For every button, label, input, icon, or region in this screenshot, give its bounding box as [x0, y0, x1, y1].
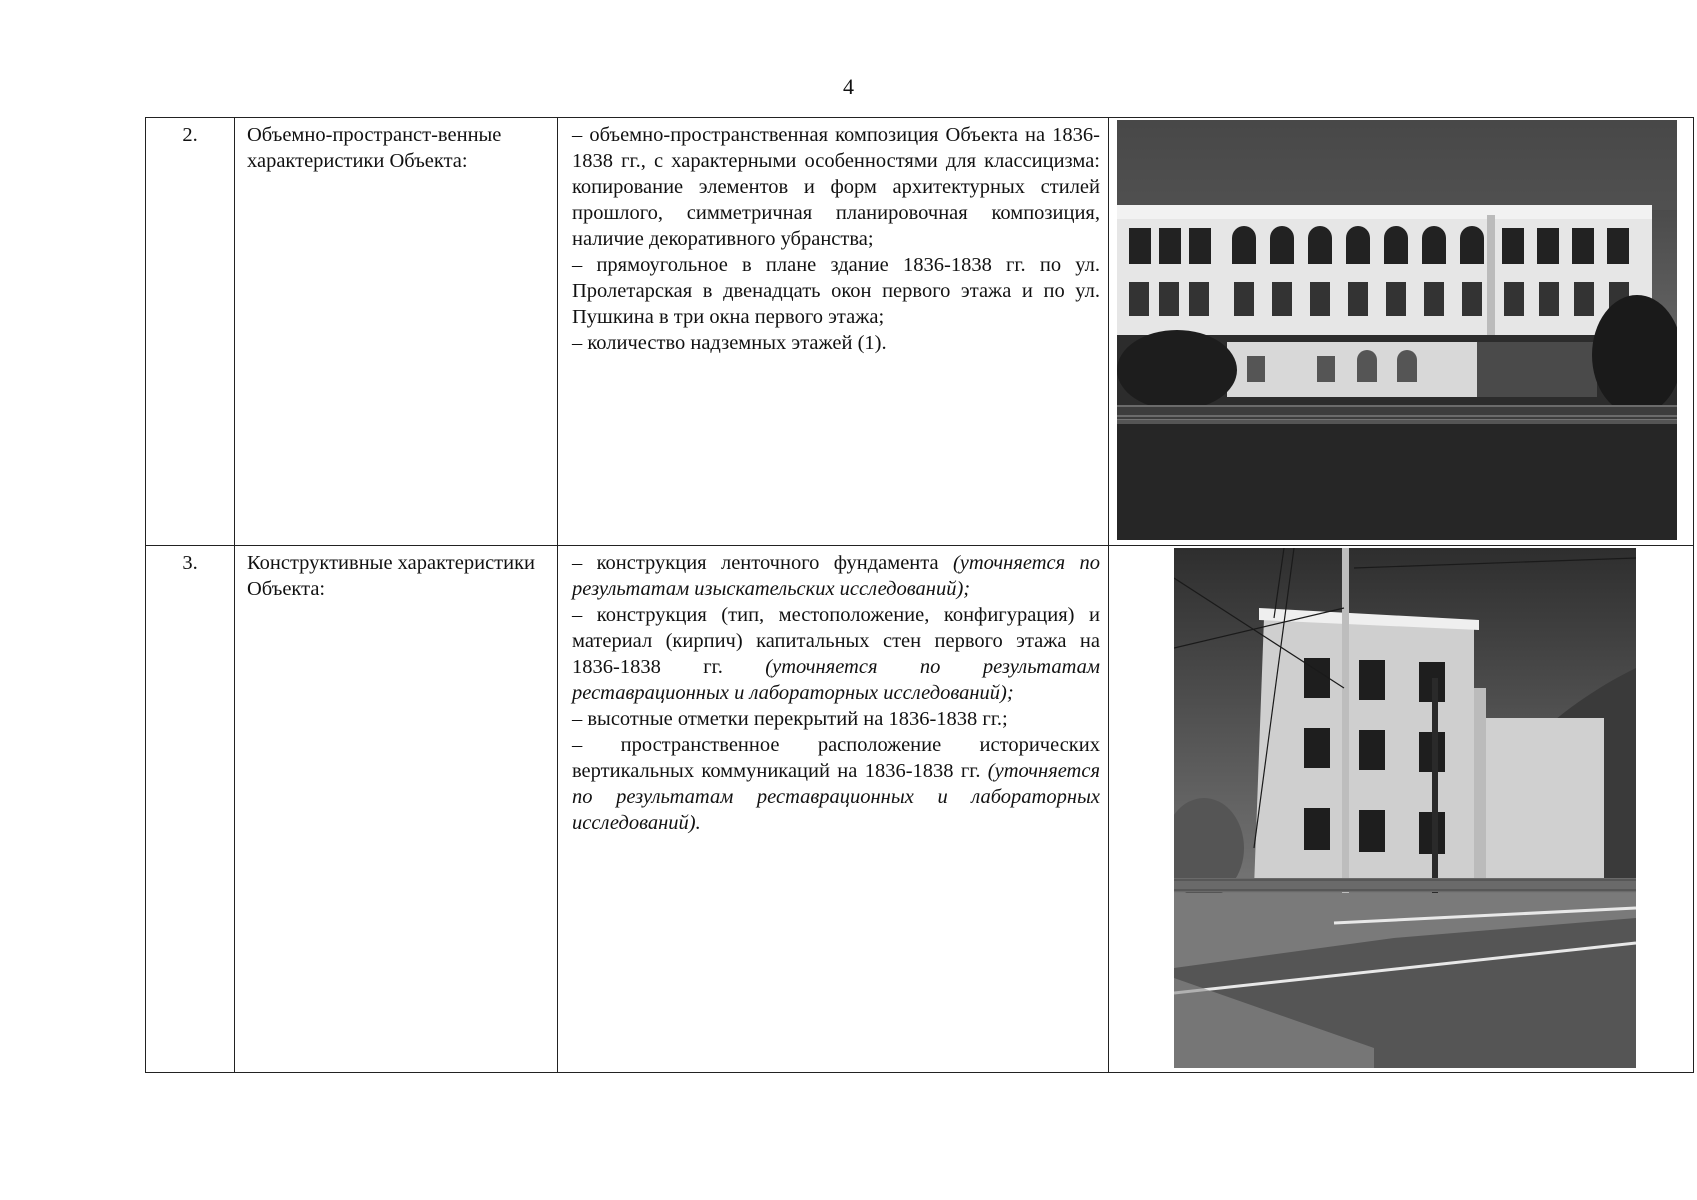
building-facade-image: [1117, 120, 1677, 540]
photo-cell: [1109, 118, 1694, 546]
table-row: [146, 546, 1694, 1073]
description-item: [572, 122, 1100, 252]
table-row: [146, 118, 1694, 546]
item-text: – конструкция (тип, местоположение, конфигурация) и материал (кирпич) капитальных стен первого этажа на 1836-1838 гг.: [572, 604, 1100, 678]
item-text: – объемно-пространственная композиция Объекта на 1836-1838 гг., с характерными особенностями для классицизма: копирование элементов и форм архитектурных стилей прошлого, симметричная планировочная композиция, наличие декоративного убранства;: [572, 124, 1100, 250]
item-text: – пространственное расположение исторических вертикальных коммуникаций на 1836-1838 гг.: [572, 734, 1100, 782]
description-item: [572, 252, 1100, 330]
row-title: Конструктивные характеристики Объекта:: [235, 546, 558, 1073]
description-item: [572, 706, 1100, 732]
description-item: [572, 732, 1100, 836]
clarification-note: (уточняется по результатам реставрационных и лабораторных исследований);: [572, 656, 1100, 704]
item-text: – конструкция ленточного фундамента: [572, 552, 953, 574]
description-item: [572, 330, 1100, 356]
description-item: [572, 602, 1100, 706]
row-description: [558, 118, 1109, 546]
clarification-note: (уточняется по результатам реставрационных и лабораторных исследований).: [572, 760, 1100, 834]
clarification-note: (уточняется по результатам изыскательских исследований);: [572, 552, 1100, 600]
description-item: [572, 550, 1100, 602]
page-number: 4: [843, 74, 854, 99]
building-facade-photo: [1109, 118, 1693, 545]
item-text: – высотные отметки перекрытий на 1836-1838 гг.;: [572, 708, 1008, 730]
row-number: 2.: [146, 118, 235, 546]
photo-cell: [1109, 546, 1694, 1073]
building-corner-image: [1174, 548, 1636, 1068]
row-description: [558, 546, 1109, 1073]
item-text: – прямоугольное в плане здание 1836-1838 гг. по ул. Пролетарская в двенадцать окон первого этажа и по ул. Пушкина в три окна первого этажа;: [572, 254, 1100, 328]
characteristics-table: [145, 117, 1694, 1073]
building-corner-photo: [1109, 546, 1693, 1072]
item-text: – количество надземных этажей (1).: [572, 332, 887, 354]
row-number: 3.: [146, 546, 235, 1073]
row-title: Объемно-пространст-венные характеристики Объекта:: [235, 118, 558, 546]
